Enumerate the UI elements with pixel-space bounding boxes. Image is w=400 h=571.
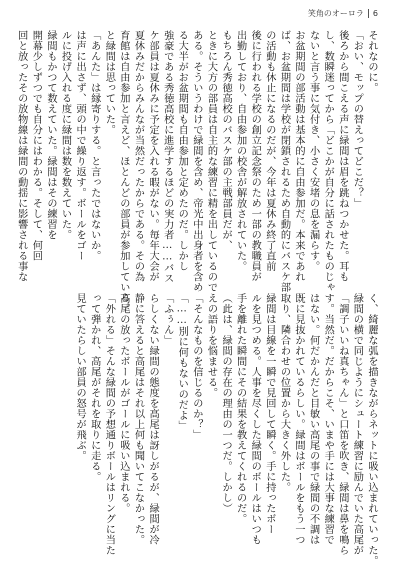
text-line: 緑間の横で同じようにシュート練習に励んでいた高尾が — [351, 293, 363, 556]
text-line: 緑間は目線を一瞬で見回して瞬く。手に持ったボー — [263, 293, 275, 535]
text-line: し、数瞬迷ってから「どこかが自分に話されたものじゃ — [322, 30, 334, 293]
text-line: 「外れる」そんな緑間の予想通りボールはリングに当た — [103, 293, 115, 556]
text-line: 見ていたらしい部員の怒号が飛ぶ。 — [74, 293, 86, 461]
text-line: もちろん秀徳高校のバスケ部の主戦部員だが、 — [220, 30, 232, 251]
text-line: と緑間は思っていた。 — [103, 30, 115, 135]
text-line: 回と放ったその放物線は緑間の動揺に影響される事な — [15, 30, 27, 282]
text-line: 「あんた」は縁寄りする。と言ったではないか。 — [88, 30, 100, 261]
page-number: 6 — [372, 9, 378, 18]
text-line: らしくない緑間の態度を高尾は訝しがるが、緑間が冷 — [147, 293, 159, 545]
text-line: ば、お盆期間は学校が閉鎖されるため自動的にバスケ部 — [278, 30, 290, 293]
text-line: 育館は自由参加と言えど、ほとんどの部員が参加している。 — [117, 30, 129, 314]
text-line: ルを見つめる。人事を尽くした緑間のボールはいつも — [249, 293, 261, 545]
text-line: 強豪である秀徳高校に進学するほどの実力者……バス — [161, 30, 173, 284]
text-line: 「調子いいね真ちゃん」と口笛を吹き、緑間は鼻を鳴ら — [336, 293, 348, 556]
text-line: 「おい、モップの替えってどこだ？」 — [351, 30, 363, 209]
text-line: 「そんなものを信じるのか？」 — [190, 293, 202, 440]
text-line: ケ部員は夏休みに予定を入れる暇がない。毎年大会が — [147, 30, 159, 282]
text-line: お盆期間の部活動は基本的に自由参加だ。本来であれ — [293, 30, 305, 282]
text-line: ときに大方の部員は自主的な練習に精を出しているので — [205, 30, 217, 293]
text-line: 「……別に何もないのだよ」 — [176, 293, 188, 432]
header-divider — [368, 9, 369, 18]
text-line: 出勤しており、自由参加の校舎が解放されていた。 — [234, 30, 246, 272]
text-line: ある。そういうわけで緑間を含め、帝光中出身者を含め — [190, 30, 202, 293]
text-line: 緑間もかつて数えていた。緑間はその練習を — [44, 30, 56, 240]
text-line: ルに投げ入れる度に緑間は数を数えていた。 — [59, 30, 71, 240]
text-block-lower — [26, 293, 378, 566]
text-line: 取り、隣合わせの位置から大きく外した。 — [278, 293, 290, 493]
text-line: って弾かれ、高尾がそれを取りに走る。 — [88, 293, 100, 482]
text-line: 既に見抜かれているらしい。緑間はボールをもう一つ — [293, 293, 305, 545]
running-header — [308, 8, 378, 19]
text-line: 手を離れた瞬間にその結果を教えてくれるのだ。 — [234, 293, 246, 524]
text-line: ないと言う事に気付き、小さく安堵の息を漏らす。 — [307, 30, 319, 272]
text-line: る大半がお盆期間も自由参加と定めたのだ。しかし — [176, 30, 188, 272]
text-line: 後ろから間こえる声に緑間は眉を跳ねつかせた。耳も — [336, 30, 348, 282]
text-line: は声に出さず、頭の中で繰り返す。ボールをゴー — [74, 30, 86, 261]
header-title: 笑角のオーロラ — [307, 9, 364, 18]
text-line: す。当然だ。だからこそ、いまや手には大事な練習で — [322, 293, 334, 545]
text-line: 後に行われる学校の創立記念祭のため一部の教職員が — [249, 30, 261, 282]
text-line: 開幕少しずつでも自分にはわかる。そして、何回 — [30, 30, 42, 261]
text-line: はない。何だかんだと目敏い高尾の事で緑間の不調は — [307, 293, 319, 545]
text-line: 高尾の放ったボールがゴールに吸い込まれる。 — [117, 293, 129, 514]
text-block-upper — [15, 30, 378, 314]
text-line: （此は、緑間の存在の理由の一つだ。しかし） — [220, 293, 232, 514]
text-line: 「ふぅん」 — [161, 293, 173, 346]
text-line: えの語りを悩ませる。 — [205, 293, 217, 398]
text-line: 夏休みだからみんなが当然だったからである。その為 — [132, 30, 144, 282]
text-line: それなのに。 — [366, 30, 377, 93]
text-line: 静に答えると高尾はそれ以上何も聞いてこなかった。 — [132, 293, 144, 545]
text-line: の活動も休止になるのだが、今年は夏休み終了直前 — [263, 30, 275, 272]
text-line: く、綺麗な弧を描きながらネットに吸い込まれていった。 — [366, 293, 377, 566]
